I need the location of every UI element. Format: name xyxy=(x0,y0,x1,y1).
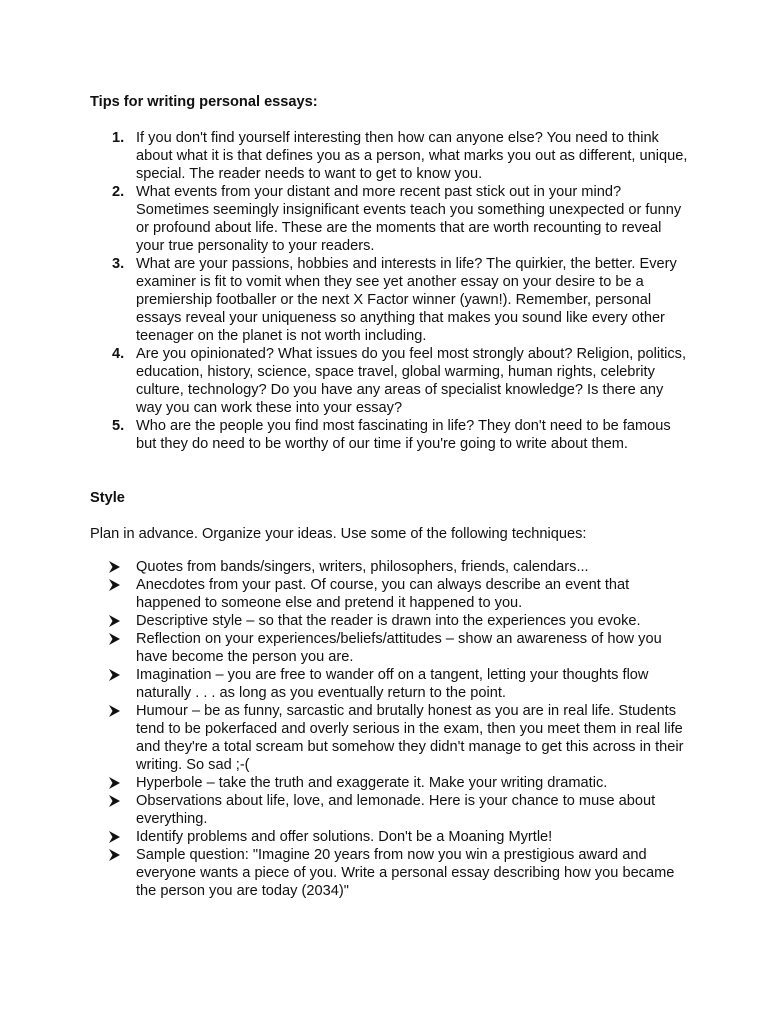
technique-item xyxy=(90,702,690,774)
tip-item xyxy=(90,255,690,345)
technique-text: Descriptive style – so that the reader is drawn into the experiences you evoke. xyxy=(136,612,641,629)
technique-text: Hyperbole – take the truth and exaggerate it. Make your writing dramatic. xyxy=(136,774,608,791)
tip-number: 3. xyxy=(112,256,125,272)
tip-number: 1. xyxy=(112,130,125,146)
technique-text: Humour – be as funny, sarcastic and brutally honest as you are in real life. Students tend to be pokerfaced and overly serious in the exam, then you meet them in real life and they're a total scream but somehow they didn't manage to get this across in their writing. So sad ;-( xyxy=(136,702,684,773)
arrowhead-bullet-icon xyxy=(109,666,127,684)
arrowhead-bullet-icon xyxy=(109,702,127,720)
technique-item xyxy=(90,558,690,576)
tip-number: 4. xyxy=(112,346,125,362)
tip-item xyxy=(90,417,690,453)
technique-text: Sample question: "Imagine 20 years from now you win a prestigious award and everyone wants a piece of you. Write a personal essay describing how you became the person you are today (2034)" xyxy=(136,846,675,899)
tip-item xyxy=(90,183,690,255)
technique-text: Quotes from bands/singers, writers, philosophers, friends, calendars... xyxy=(136,558,589,575)
tip-text: If you don't find yourself interesting then how can anyone else? You need to think about what it is that defines you as a person, what marks you out as different, unique, special. The reader needs to want to get to know you. xyxy=(136,130,688,182)
arrowhead-bullet-icon xyxy=(109,630,127,648)
tip-text: What are your passions, hobbies and interests in life? The quirkier, the better. Every examiner is fit to vomit when they see yet another essay on your desire to be a premiership footballer or the next X Factor winner (yawn!). Remember, personal essays reveal your uniqueness so anything that makes you sound like every other teenager on the planet is not worth including. xyxy=(136,256,677,344)
technique-item xyxy=(90,612,690,630)
style-intro: Plan in advance. Organize your ideas. Use some of the following techniques: xyxy=(90,526,587,542)
arrowhead-bullet-icon xyxy=(109,774,127,792)
arrowhead-bullet-icon xyxy=(109,612,127,630)
technique-item xyxy=(90,576,690,612)
technique-text: Identify problems and offer solutions. Don't be a Moaning Myrtle! xyxy=(136,828,553,845)
tip-text: Are you opinionated? What issues do you feel most strongly about? Religion, politics, education, history, science, space travel, global warming, human rights, celebrity culture, technology? Do you have any areas of specialist knowledge? Is there any way you can work these into your essay? xyxy=(136,346,687,416)
style-heading: Style xyxy=(90,490,125,506)
technique-item xyxy=(90,846,690,900)
tip-number: 2. xyxy=(112,184,125,200)
technique-item xyxy=(90,774,690,792)
technique-item xyxy=(90,828,690,846)
technique-item xyxy=(90,666,690,702)
tip-text: Who are the people you find most fascinating in life? They don't need to be famous but they do need to be worthy of our time if you're going to write about them. xyxy=(136,418,671,452)
page-title: Tips for writing personal essays: xyxy=(90,94,318,110)
arrowhead-bullet-icon xyxy=(109,846,127,864)
technique-item xyxy=(90,792,690,828)
arrowhead-bullet-icon xyxy=(109,828,127,846)
document-page xyxy=(90,93,690,900)
arrowhead-bullet-icon xyxy=(109,792,127,810)
tip-text: What events from your distant and more recent past stick out in your mind? Sometimes seemingly insignificant events teach you something unexpected or funny or profound about life. These are the moments that are worth recounting to reveal your true personality to your readers. xyxy=(136,184,682,254)
techniques-list xyxy=(90,558,690,900)
arrowhead-bullet-icon xyxy=(109,576,127,594)
tip-number: 5. xyxy=(112,418,125,434)
tip-item xyxy=(90,345,690,417)
tip-item xyxy=(90,129,690,183)
technique-text: Imagination – you are free to wander off on a tangent, letting your thoughts flow naturally . . . as long as you eventually return to the point. xyxy=(136,666,649,701)
tips-list xyxy=(90,129,690,453)
arrowhead-bullet-icon xyxy=(109,558,127,576)
technique-item xyxy=(90,630,690,666)
technique-text: Reflection on your experiences/beliefs/attitudes – show an awareness of how you have become the person you are. xyxy=(136,630,662,665)
technique-text: Observations about life, love, and lemonade. Here is your chance to muse about everything. xyxy=(136,792,656,827)
technique-text: Anecdotes from your past. Of course, you can always describe an event that happened to someone else and pretend it happened to you. xyxy=(136,576,630,611)
